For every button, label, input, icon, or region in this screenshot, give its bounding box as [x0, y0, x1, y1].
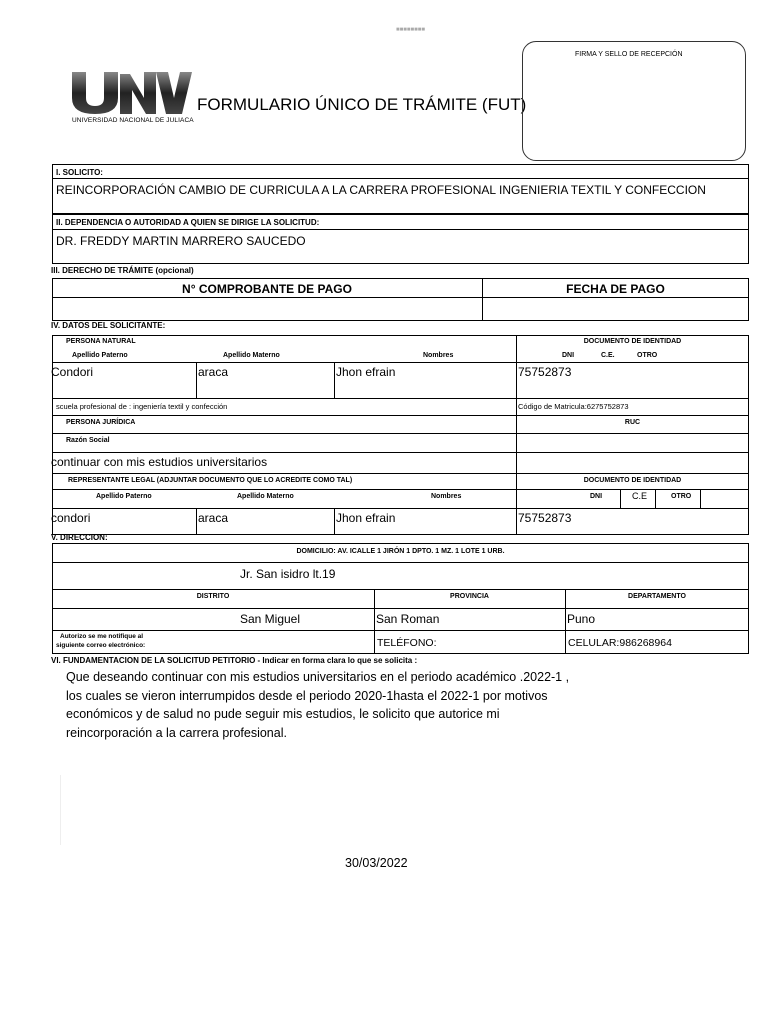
fundamentacion-line-3: económicos y de salud no pude seguir mis estudios, le solicito que autorice mi	[66, 707, 500, 721]
provincia-value: San Roman	[376, 612, 440, 626]
fundamentacion-line-1: Que deseando continuar con mis estudios universitarios en el periodo académico .2022-1 ,	[66, 670, 570, 684]
top-mark: ■■■■■■■■	[396, 27, 425, 33]
fundamentacion-body	[66, 668, 626, 742]
distrito-value: San Miguel	[239, 612, 301, 626]
stamp-label: FIRMA Y SELLO DE RECEPCIÓN	[575, 51, 683, 58]
escuela-text: scuela profesional de : ingeniería textil y confección	[56, 402, 228, 411]
fundamentacion-line-2: los cuales se vieron interrumpidos desde el periodo 2020-1hasta el 2022-1 por motivos	[66, 688, 548, 703]
autorizo-line-2: siguiente correo electrónico:	[56, 642, 146, 649]
nombres-header: Nombres	[423, 352, 454, 359]
dependencia-value: DR. FREDDY MARTIN MARRERO SAUCEDO	[56, 234, 306, 248]
rep-ce-header: C.E	[632, 491, 648, 501]
rep-apellido-paterno-value: condori	[51, 511, 91, 525]
rep-legal-header: REPRESENTANTE LEGAL (ADJUNTAR DOCUMENTO QUE LO ACREDITE COMO TAL)	[68, 477, 353, 484]
departamento-value: Puno	[567, 612, 596, 626]
dni-header: DNI	[562, 352, 575, 359]
razon-social-value: continuar con mis estudios universitarios	[51, 455, 268, 469]
solicito-value: REINCORPORACIÓN CAMBIO DE CURRICULA A LA CARRERA PROFESIONAL INGENIERIA TEXTIL Y CONFECCION	[56, 183, 706, 197]
rep-ap-paterno-header: Apellido Paterno	[96, 493, 152, 500]
rep-ap-materno-header: Apellido Materno	[237, 493, 294, 500]
comprobante-header: N° COMPROBANTE DE PAGO	[182, 282, 352, 296]
apellido-materno-value: araca	[198, 365, 229, 379]
doc-identidad-header: DOCUMENTO DE IDENTIDAD	[583, 338, 682, 345]
celular-value: CELULAR:986268964	[568, 637, 672, 649]
derecho-label: III. DERECHO DE TRÁMITE (opcional)	[51, 266, 194, 275]
solicitante-label: IV. DATOS DEL SOLICITANTE:	[51, 321, 166, 330]
faint-mark	[60, 775, 61, 845]
apellido-paterno-value: Condori	[51, 365, 94, 379]
rep-nombres-value: Jhon efrain	[336, 511, 396, 525]
rep-dni-value: 75752873	[518, 511, 572, 525]
dependencia-label: II. DEPENDENCIA O AUTORIDAD A QUIEN SE DIRIGE LA SOLICITUD:	[56, 218, 320, 227]
fundamentacion-label: VI. FUNDAMENTACION DE LA SOLICITUD PETITORIO - Indicar en forma clara lo que se solicita :	[51, 656, 418, 665]
telefono-label: TELÉFONO:	[377, 637, 437, 649]
autorizo-line-1: Autorizo se me notifique al	[60, 633, 144, 640]
rep-nombres-header: Nombres	[431, 493, 462, 500]
rep-apellido-materno-value: araca	[198, 511, 229, 525]
dni-value: 75752873	[518, 365, 572, 379]
fundamentacion-line-4: reincorporación a la carrera profesional.	[66, 725, 287, 740]
reception-stamp-box	[522, 41, 746, 161]
departamento-header: DEPARTAMENTO	[628, 593, 686, 600]
university-logo	[70, 70, 194, 114]
page-title: FORMULARIO ÚNICO DE TRÁMITE (FUT)	[197, 95, 527, 114]
rep-dni-header: DNI	[590, 493, 603, 500]
domicilio-header: DOMICILIO: AV. ICALLE 1 JIRÓN 1 DPTO. 1 MZ. 1 LOTE 1 URB.	[296, 548, 505, 555]
provincia-header: PROVINCIA	[450, 593, 489, 600]
distrito-header: DISTRITO	[196, 593, 230, 600]
otro-header: OTRO	[637, 352, 658, 359]
rep-doc-header: DOCUMENTO DE IDENTIDAD	[583, 477, 682, 484]
fecha-pago-header: FECHA DE PAGO	[566, 282, 665, 296]
nombres-value: Jhon efrain	[336, 365, 396, 379]
solicito-label: I. SOLICITO:	[56, 168, 103, 177]
ap-materno-header: Apellido Materno	[223, 352, 280, 359]
razon-social-label: Razón Social	[66, 437, 110, 444]
university-name: UNIVERSIDAD NACIONAL DE JULIACA	[72, 117, 194, 124]
ap-paterno-header: Apellido Paterno	[72, 352, 128, 359]
request-date: 30/03/2022	[345, 856, 408, 870]
persona-natural-header: PERSONA NATURAL	[66, 338, 136, 345]
ce-header: C.E.	[601, 352, 615, 359]
ruc-header: RUC	[624, 419, 641, 426]
rep-otro-header: OTRO	[671, 493, 692, 500]
domicilio-value: Jr. San isidro lt.19	[240, 567, 336, 581]
persona-juridica-header: PERSONA JURÍDICA	[66, 419, 136, 426]
direccion-label: V. DIRECCION:	[51, 533, 108, 542]
codigo-matricula: Código de Matricula:6275752873	[518, 402, 629, 411]
solicitante-table	[52, 335, 749, 535]
